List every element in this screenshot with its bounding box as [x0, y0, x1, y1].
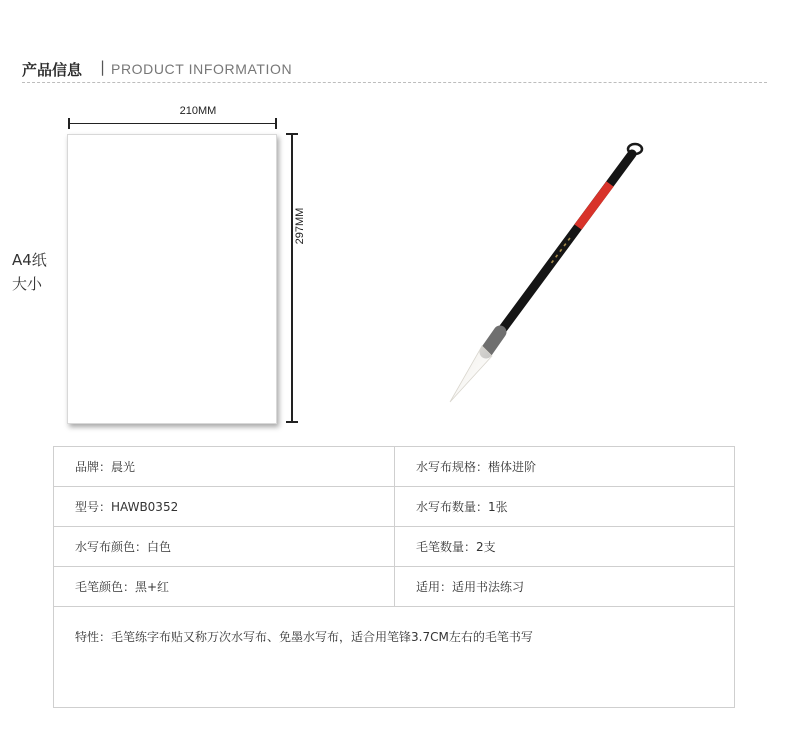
- paper-caption-line2: 大小: [12, 275, 43, 293]
- height-dimension-line: [291, 133, 293, 423]
- spec-cloth-color: 水写布颜色：白色: [75, 540, 172, 554]
- a4-paper-sheet: [67, 134, 277, 424]
- spec-row: [54, 487, 734, 527]
- spec-cloth-quantity: 水写布数量：1张: [394, 487, 734, 526]
- spec-row: [54, 527, 734, 567]
- spec-usage: 适用：适用书法练习: [394, 567, 734, 606]
- section-title-cn: 产品信息: [22, 61, 83, 79]
- paper-width-label: 210MM: [179, 105, 217, 117]
- spec-row: [54, 567, 734, 607]
- spec-table: [53, 446, 735, 708]
- width-tick-left: [68, 118, 70, 129]
- width-dimension-line: [68, 123, 276, 124]
- width-tick-right: [275, 118, 277, 129]
- calligraphy-brush-icon: [430, 140, 660, 420]
- spec-brand: 品牌：晨光: [75, 460, 136, 474]
- spec-feature: 特性：毛笔练字布贴又称万次水写布、免墨水写布，适合用笔锋3.7CM左右的毛笔书写: [75, 630, 533, 644]
- paper-caption-line1: A4纸: [12, 251, 47, 269]
- spec-model: 型号：HAWB0352: [75, 500, 179, 514]
- spec-row: [54, 447, 734, 487]
- spec-cloth-style: 水写布规格：楷体进阶: [394, 447, 734, 486]
- section-header: [22, 57, 767, 83]
- height-tick-top: [286, 133, 298, 135]
- paper-height-label: 297MM: [294, 207, 306, 245]
- section-title-en: PRODUCT INFORMATION: [111, 61, 293, 77]
- spec-brush-quantity: 毛笔数量：2支: [394, 527, 734, 566]
- height-tick-bottom: [286, 421, 298, 423]
- paper-size-caption: [12, 248, 47, 296]
- header-divider: [22, 82, 767, 83]
- title-separator: |: [100, 58, 106, 76]
- spec-brush-color: 毛笔颜色：黑+红: [75, 580, 170, 594]
